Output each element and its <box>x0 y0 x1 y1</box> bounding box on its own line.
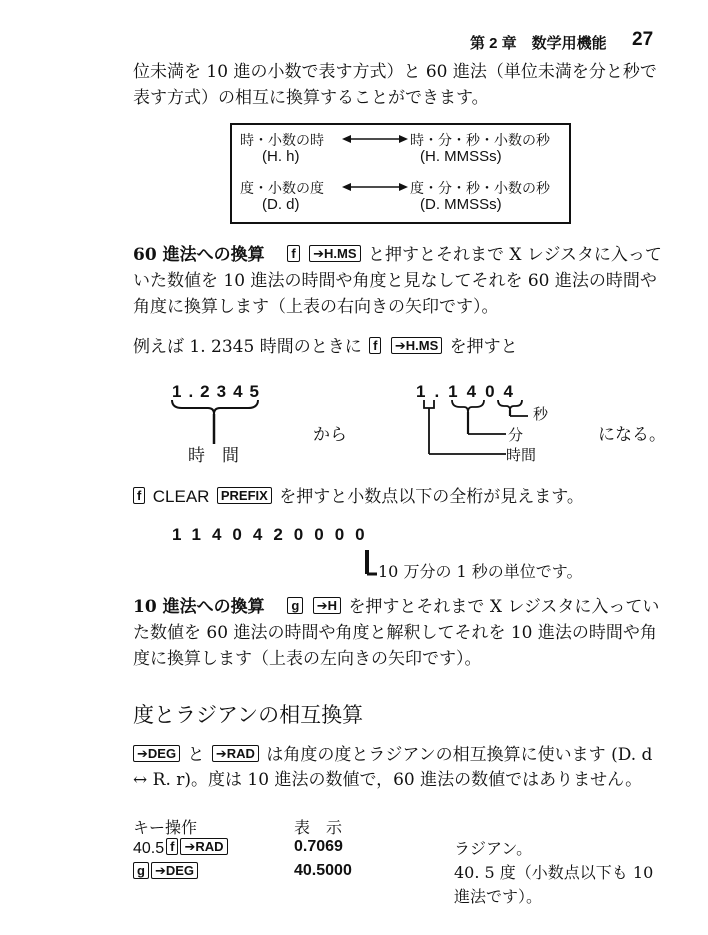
conversion-table <box>230 123 571 224</box>
input-label-hours: 時 間 <box>188 446 239 466</box>
brace-icon <box>170 398 260 446</box>
to-deg-key: ➔DEG <box>133 745 180 762</box>
row2-keys <box>133 862 200 882</box>
digit-note: 10 万分の 1 秒の単位です。 <box>378 562 583 581</box>
section-10-heading: 10 進法への換算 <box>133 597 265 617</box>
kara-text: から <box>313 425 347 445</box>
section-60-line-3: 角度に換算します（上表の右向きの矢印です）。 <box>133 297 499 317</box>
section-10-line-1 <box>133 594 659 621</box>
and-text: と <box>187 745 205 765</box>
row1-value: 40.5 <box>133 840 165 857</box>
prefix-key: PREFIX <box>217 487 272 504</box>
row1-right-label: 時・分・秒・小数の秒 <box>410 133 550 149</box>
naru-text: になる。 <box>598 425 666 445</box>
corner-bracket-icon <box>364 548 378 578</box>
to-hms-key: ➔H.MS <box>391 337 442 354</box>
full-digits: 1140420000 <box>172 525 376 544</box>
example-prefix: 例えば 1. 2345 時間のときに <box>133 337 362 357</box>
output-digits: 1.1404 <box>416 382 522 401</box>
to-h-key: ➔H <box>313 597 341 614</box>
example-suffix: を押すと <box>449 337 518 357</box>
g-key: g <box>287 597 303 614</box>
chapter-header: 第 2 章 数学用機能 <box>470 35 607 52</box>
row2-right-sub: (D. MMSSs) <box>420 196 502 213</box>
f-key: f <box>369 337 381 354</box>
clear-prefix-rest: を押すと小数点以下の全桁が見えます。 <box>279 487 584 507</box>
to-rad-key: ➔RAD <box>180 838 227 855</box>
row2-right-label: 度・分・秒・小数の秒 <box>410 181 550 197</box>
row2-left-sub: (D. d) <box>262 196 300 213</box>
row2-display: 40.5000 <box>294 862 352 879</box>
f-key: f <box>287 245 299 262</box>
row2-note-line-2: 進法です）。 <box>454 887 543 906</box>
row1-display: 0.7069 <box>294 838 343 855</box>
row2-note-line-1: 40. 5 度（小数点以下も 10 <box>454 863 654 882</box>
row1-keys <box>133 838 230 858</box>
double-arrow-icon <box>342 134 408 144</box>
section-60-line-2: いた数値を 10 進法の時間や角度と見なしてそれを 60 進法の時間や <box>133 271 657 291</box>
row1-left-sub: (H. h) <box>262 148 300 165</box>
row1-left-label: 時・小数の時 <box>240 133 324 149</box>
deg-rad-line-2: ↔ R. r)。度は 10 進法の数値で，60 進法の数値ではありません。 <box>133 770 643 790</box>
deg-rad-line-1 <box>133 742 652 769</box>
section-60-heading: 60 進法への換算 <box>133 245 265 265</box>
to-deg-key: ➔DEG <box>151 862 198 879</box>
clear-text: CLEAR <box>152 487 210 506</box>
section-10-line-1-text: を押すとそれまで X レジスタに入ってい <box>348 597 660 617</box>
intro-line-1: 位未満を 10 進の小数で表す方式）と 60 進法（単位未満を分と秒で <box>133 62 657 82</box>
col-header-display: 表 示 <box>294 820 343 837</box>
deg-rad-line-1-text: は角度の度とラジアンの相互換算に使います (D. d <box>266 745 653 765</box>
label-seconds: 秒 <box>533 405 549 423</box>
clear-prefix-line <box>133 483 584 511</box>
intro-line-2: 表す方式）の相互に換算することができます。 <box>133 88 489 108</box>
row1-right-sub: (H. MMSSs) <box>420 148 502 165</box>
example-line <box>133 334 518 361</box>
input-digits: 1.2345 <box>172 382 266 401</box>
row2-left-label: 度・小数の度 <box>240 181 324 197</box>
f-key: f <box>133 487 145 504</box>
section-title-deg-rad: 度とラジアンの相互換算 <box>133 703 364 727</box>
label-hours: 時間 <box>506 446 537 464</box>
to-hms-key: ➔H.MS <box>309 245 360 262</box>
section-10-line-3: 度に換算します（上表の左向きの矢印です）。 <box>133 649 482 669</box>
section-10-line-2: た数値を 60 進法の時間や角度と解釈してそれを 10 進法の時間や角 <box>133 623 657 643</box>
col-header-keys: キー操作 <box>133 820 198 837</box>
page-number: 27 <box>632 29 654 50</box>
row1-note: ラジアン。 <box>454 839 533 858</box>
section-60-line-1-text: と押すとそれまで X レジスタに入って <box>367 245 662 265</box>
to-rad-key: ➔RAD <box>212 745 259 762</box>
double-arrow-icon <box>342 182 408 192</box>
section-60-line-1 <box>133 242 662 269</box>
g-key: g <box>133 862 149 879</box>
f-key: f <box>166 838 178 855</box>
label-minutes: 分 <box>508 426 524 444</box>
